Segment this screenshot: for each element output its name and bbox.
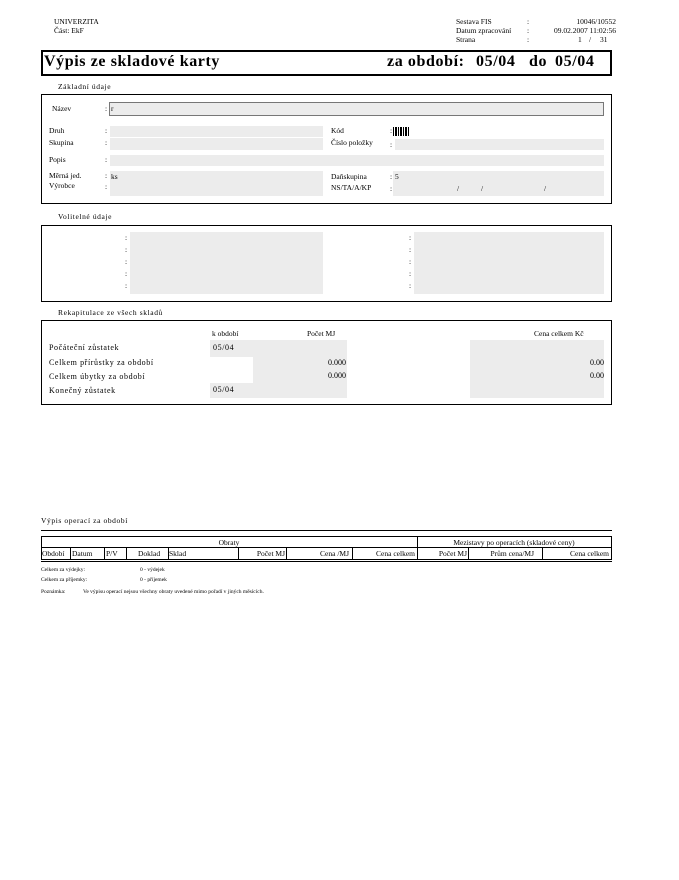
totals-issue-value: 0 - výdejek — [140, 567, 165, 573]
meta-colon: : — [527, 26, 530, 35]
name-label: Název — [52, 104, 72, 113]
note-label: Poznámka: — [41, 589, 66, 595]
skupina-field — [110, 138, 323, 150]
meta-label-processed: Datum zpracování — [456, 26, 512, 35]
col-header: Prům cena/MJ — [490, 549, 534, 558]
page-total: 31 — [600, 35, 608, 44]
col-header: Cena celkem — [376, 549, 415, 558]
name-value: r — [111, 104, 114, 113]
recap-row-label: Celkem úbytky za období — [49, 372, 146, 381]
nstakp-separator: / — [544, 184, 547, 193]
recap-row-total: 0.00 — [590, 371, 604, 380]
basic-section-title: Základní údaje — [58, 82, 112, 91]
col-header: Datum — [72, 549, 93, 558]
item-no-colon: : — [390, 140, 393, 149]
tax-group-label: Daňskupina — [331, 172, 367, 181]
optional-colon: : — [125, 269, 128, 278]
popis-field — [110, 155, 604, 166]
report-code: 10046/10552 — [576, 17, 616, 26]
code-colon: : — [390, 126, 393, 135]
optional-colon: : — [125, 257, 128, 266]
report-title: Výpis ze skladové karty — [44, 53, 221, 70]
name-colon: : — [105, 104, 108, 113]
col-header: Cena /MJ — [320, 549, 349, 558]
optional-section-title: Volitelné údaje — [58, 212, 113, 221]
recap-row-label: Počáteční zůstatek — [49, 343, 120, 352]
meta-colon: : — [527, 17, 530, 26]
unit-value: ks — [111, 172, 118, 181]
recap-section-title: Rekapitulace ze všech skladů — [58, 308, 163, 317]
optional-colon: : — [409, 245, 412, 254]
code-label: Kód — [331, 126, 344, 135]
totals-issue-label: Celkem za výdejky: — [41, 567, 85, 573]
org-part: Část: EkF — [54, 26, 84, 35]
page-current: 1 — [578, 35, 582, 44]
totals-receipt-value: 0 - příjemek — [140, 577, 167, 583]
recap-col-period: k období — [212, 329, 239, 338]
period-label: za období: — [387, 53, 465, 70]
period-to-word: do — [529, 53, 548, 70]
optional-left-fields — [130, 232, 323, 294]
nstakp-separator: / — [481, 184, 484, 193]
tax-group-value: 5 — [395, 172, 399, 181]
totals-receipt-label: Celkem za příjemky: — [41, 577, 88, 583]
optional-colon: : — [409, 281, 412, 290]
note-text: Ve výpisu operací nejsou všechny obraty uvedené mimo pořadí v jiných měsících. — [83, 589, 264, 595]
col-header: Doklad — [138, 549, 161, 558]
recap-row-label: Konečný zůstatek — [49, 386, 116, 395]
optional-colon: : — [409, 257, 412, 266]
optional-colon: : — [125, 245, 128, 254]
optional-right-fields — [414, 232, 604, 294]
period-from: 05/04 — [476, 53, 516, 70]
popis-colon: : — [105, 155, 108, 164]
col-header: Počet MJ — [438, 549, 467, 558]
tax-group-field — [393, 171, 604, 196]
group-intermediate: Mezistavy po operacích (skladové ceny) — [453, 538, 575, 547]
group-turnover: Obraty — [218, 538, 240, 547]
meta-label-page: Strana — [456, 35, 476, 44]
period-to: 05/04 — [555, 53, 595, 70]
page-separator: / — [589, 35, 592, 44]
recap-total-bg — [470, 340, 604, 398]
col-header: Počet MJ — [256, 549, 285, 558]
skupina-colon: : — [105, 138, 108, 147]
recap-row-period: 05/04 — [213, 385, 235, 394]
operations-section-title: Výpis operací za období — [41, 516, 128, 525]
recap-row-qty: 0.000 — [328, 371, 346, 380]
meta-colon: : — [527, 35, 530, 44]
druh-field — [110, 126, 323, 137]
popis-label: Popis — [49, 155, 66, 164]
nstakp-label: NS/TA/A/KP — [331, 183, 372, 192]
item-no-field — [395, 139, 604, 150]
optional-colon: : — [409, 269, 412, 278]
druh-colon: : — [105, 126, 108, 135]
recap-row-total: 0.00 — [590, 358, 604, 367]
maker-colon: : — [105, 182, 108, 191]
recap-col-qty: Počet MJ — [307, 329, 336, 338]
col-header: P/V — [106, 549, 118, 558]
barcode-icon — [393, 127, 410, 136]
optional-colon: : — [125, 233, 128, 242]
maker-label: Výrobce — [49, 181, 75, 190]
skupina-label: Skupina — [49, 138, 74, 147]
col-header: Období — [42, 549, 65, 558]
col-header: Cena celkem — [570, 549, 609, 558]
col-header: Sklad — [169, 549, 187, 558]
unit-label: Měrná jed. — [49, 171, 82, 180]
meta-label-report: Sestava FIS — [456, 17, 492, 26]
nstakp-separator: / — [457, 184, 460, 193]
unit-colon: : — [105, 171, 108, 180]
recap-row-qty: 0.000 — [328, 358, 346, 367]
item-no-label: Číslo položky — [331, 138, 373, 147]
org-name: UNIVERZITA — [54, 17, 99, 26]
tax-group-colon: : — [390, 172, 393, 181]
optional-colon: : — [409, 233, 412, 242]
recap-row-period: 05/04 — [213, 343, 235, 352]
processed-at: 09.02.2007 11:02:56 — [553, 26, 616, 35]
unit-maker-field — [110, 171, 323, 196]
optional-colon: : — [125, 281, 128, 290]
recap-row-label: Celkem přírůstky za období — [49, 358, 154, 367]
druh-label: Druh — [49, 126, 65, 135]
recap-col-total: Cena celkem Kč — [534, 329, 584, 338]
nstakp-colon: : — [390, 184, 393, 193]
name-field — [109, 102, 604, 116]
